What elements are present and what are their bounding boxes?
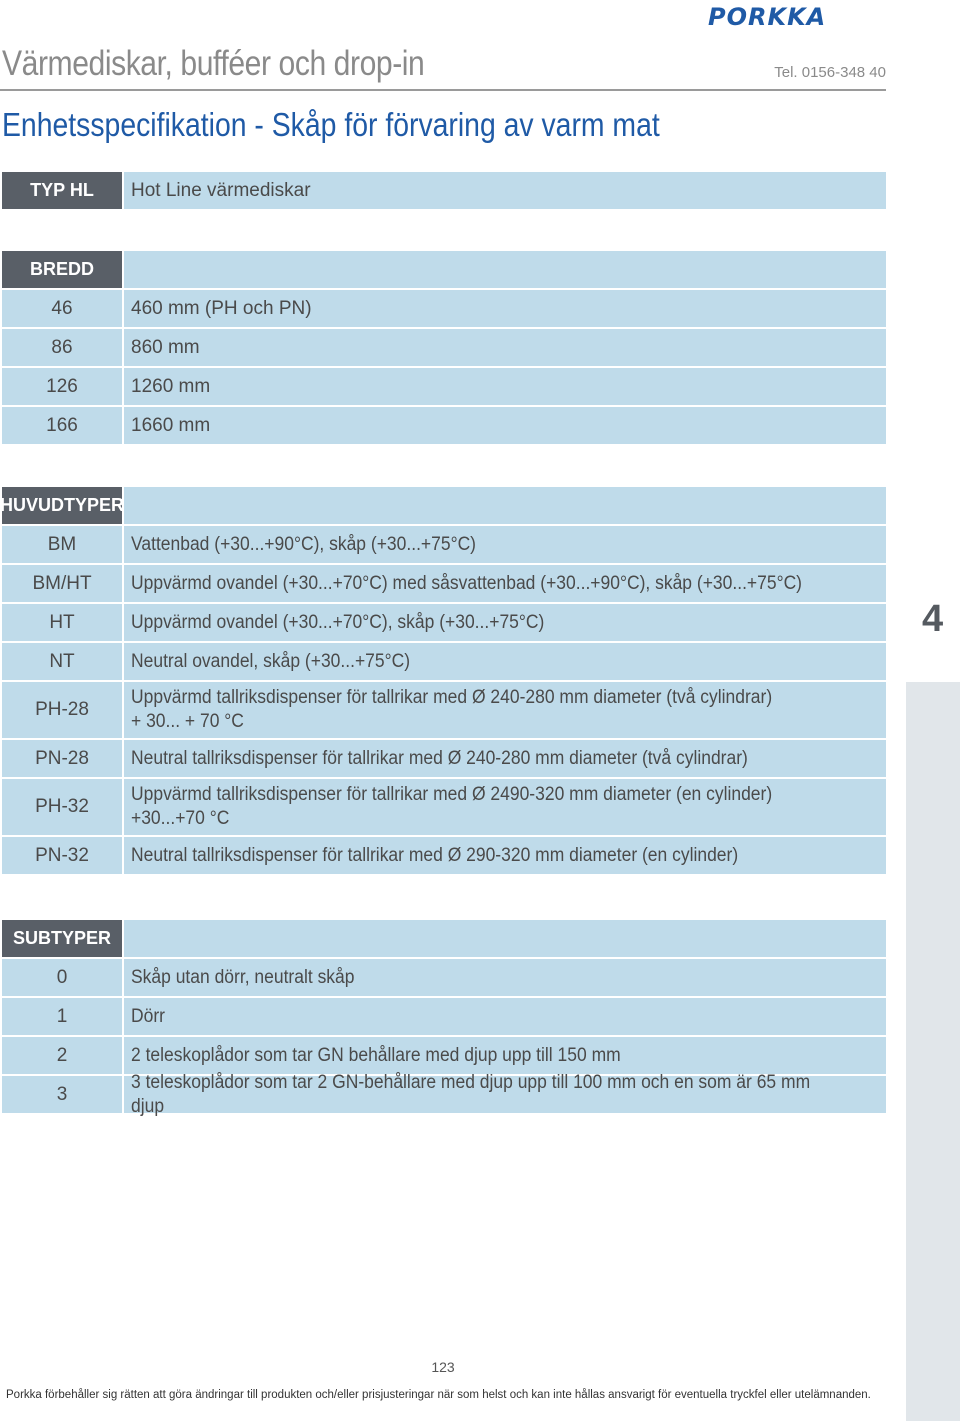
code-cell: NT [2,643,122,680]
desc-cell [124,959,886,996]
table-row [2,837,886,874]
desc-cell: 1660 mm [124,407,886,444]
code-cell: BM/HT [2,565,122,602]
desc-cell: 860 mm [124,329,886,366]
code-cell: 3 [2,1076,122,1113]
table-header-row [2,920,886,957]
code-cell: BM [2,526,122,563]
page-number: 123 [431,1359,455,1375]
bredd-table [2,251,886,446]
desc-cell: 460 mm (PH och PN) [124,290,886,327]
section-title: Enhetsspecifikation - Skåp för förvaring av varm mat [2,106,660,143]
desc-cell [124,740,886,777]
table-row [2,959,886,996]
subtyper-header: SUBTYPER [2,920,122,957]
huvudtyper-header: HUVUDTYPER [2,487,122,524]
desc-cell [124,682,886,738]
code-cell: 86 [2,329,122,366]
table-row [2,407,886,444]
table-row [2,740,886,777]
desc-text: Uppvärmd ovandel (+30...+70°C), skåp (+30...+75°C) [131,611,545,633]
typ-code: TYP HL [2,172,122,209]
desc-text: 3 teleskoplådor som tar 2 GN-behållare med djup upp till 100 mm och en som är 65 mm djup [131,1071,811,1117]
desc-text: Vattenbad (+30...+90°C), skåp (+30...+75°C) [131,533,477,555]
table-header-row [2,251,886,288]
code-cell: PN-28 [2,740,122,777]
desc-text: Neutral tallriksdispenser för tallrikar med Ø 290-320 mm diameter (en cylinder) [131,844,739,866]
desc-cell [124,1037,886,1074]
desc-cell: 1260 mm [124,368,886,405]
table-row [2,290,886,327]
code-cell: 46 [2,290,122,327]
code-cell: HT [2,604,122,641]
table-row [2,998,886,1035]
desc-cell [124,526,886,563]
code-cell: 0 [2,959,122,996]
table-row [2,368,886,405]
code-cell: 166 [2,407,122,444]
table-row [2,604,886,641]
table-row [2,643,886,680]
table-row [2,1037,886,1074]
table-header-row [2,487,886,524]
desc-text: Skåp utan dörr, neutralt skåp [131,966,355,988]
desc-cell [124,604,886,641]
desc-cell [124,643,886,680]
desc-cell [124,1071,886,1117]
desc-text: Neutral tallriksdispenser för tallrikar med Ø 240-280 mm diameter (två cylindrar) [131,747,748,769]
desc-text: 2 teleskoplådor som tar GN behållare med djup upp till 150 mm [131,1044,621,1066]
header-spacer [124,251,886,288]
code-cell: 1 [2,998,122,1035]
desc-cell [124,998,886,1035]
desc-text: Uppvärmd tallriksdispenser för tallrikar med Ø 2490-320 mm diameter (en cylinder) +30...+70 °C [131,784,773,829]
page-title: Värmediskar, bufféer och drop-in [2,44,425,83]
code-cell: PH-28 [2,682,122,738]
desc-cell [124,565,886,602]
huvudtyper-table [2,487,886,876]
phone-number: Tel. 0156-348 40 [774,64,886,81]
code-cell: 2 [2,1037,122,1074]
table-row [2,682,886,738]
porkka-logo: PORKKA [708,3,827,31]
desc-text: Uppvärmd tallriksdispenser för tallrikar med Ø 240-280 mm diameter (två cylindrar) + 30... + 70 °C [131,687,773,732]
chapter-number: 4 [922,598,944,640]
title-divider [0,89,886,91]
disclaimer-text: Porkka förbehåller sig rätten att göra ändringar till produkten och/eller prisjusteringar när som helst och kan inte hållas ansvarigt för eventuella tryckfel eller utelämnanden. [6,1389,871,1401]
table-row [2,329,886,366]
desc-text: Neutral ovandel, skåp (+30...+75°C) [131,650,411,672]
desc-text: Uppvärmd ovandel (+30...+70°C) med såsvattenbad (+30...+90°C), skåp (+30...+75°C) [131,572,803,594]
desc-text: Dörr [131,1005,165,1027]
code-cell: 126 [2,368,122,405]
header-spacer [124,920,886,957]
table-row [2,172,886,209]
code-cell: PN-32 [2,837,122,874]
side-tab-bar [906,682,960,1421]
bredd-header: BREDD [2,251,122,288]
desc-cell [124,837,886,874]
code-cell: PH-32 [2,779,122,835]
table-row [2,1071,886,1117]
table-row [2,526,886,563]
table-row [2,779,886,835]
typ-table [2,172,886,211]
subtyper-table [2,920,886,1115]
desc-cell [124,779,886,835]
typ-desc: Hot Line värmediskar [124,172,886,209]
table-row [2,565,886,602]
header-spacer [124,487,886,524]
